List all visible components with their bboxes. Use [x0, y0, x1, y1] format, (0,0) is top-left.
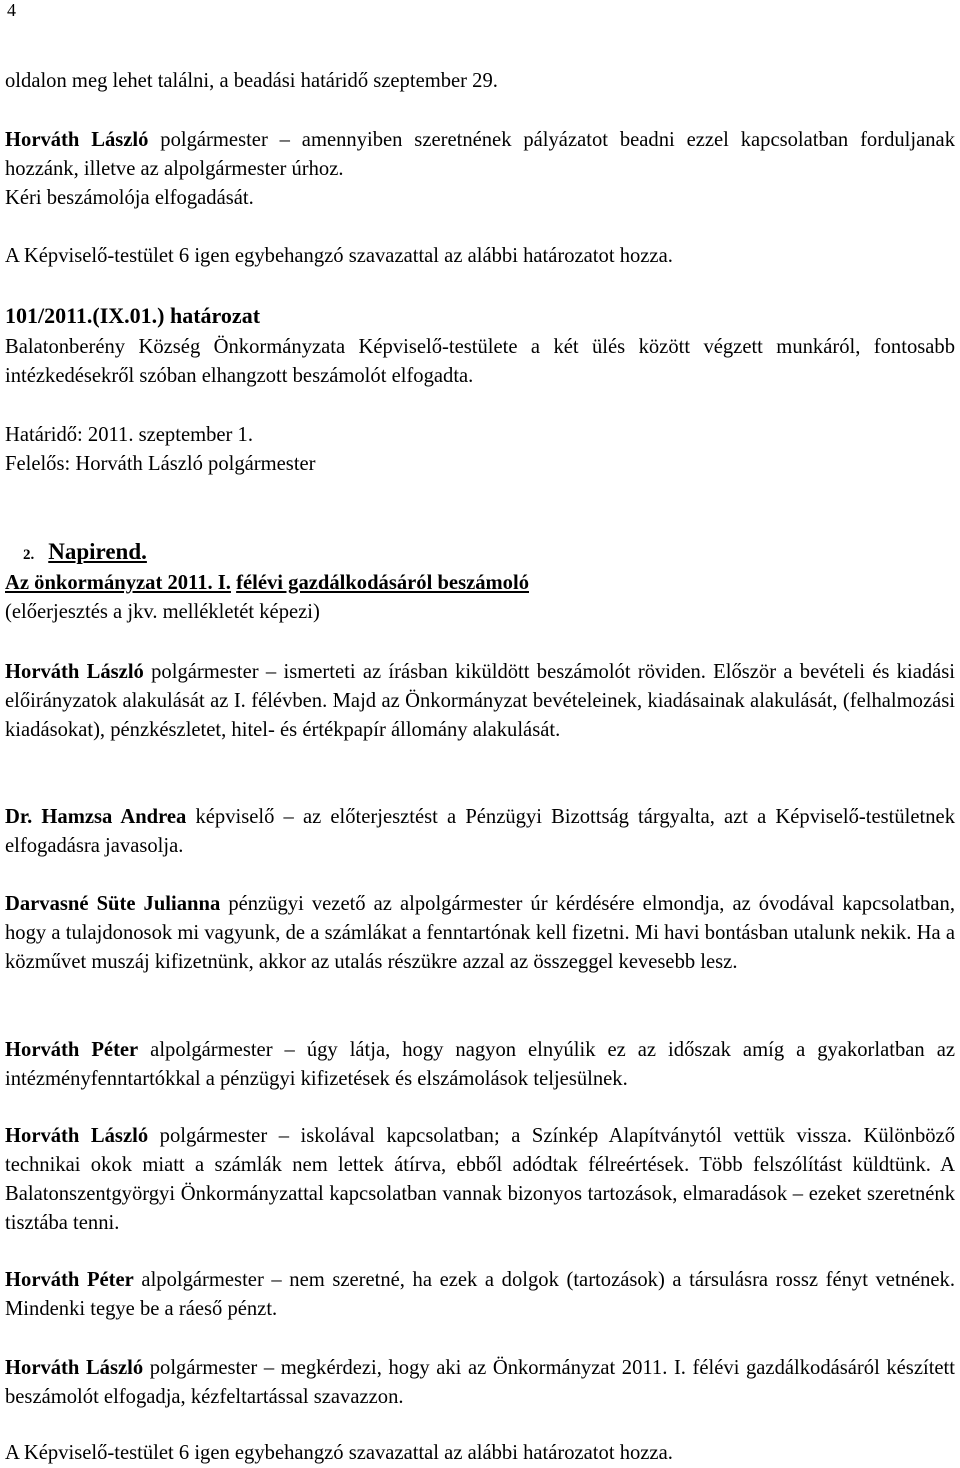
speaker-name: Horváth László [5, 1357, 144, 1379]
speaker-name: Horváth László [5, 129, 149, 151]
deputy-mayor-statement-2 [5, 1266, 955, 1324]
intro-paragraph: oldalon meg lehet találni, a beadási határidő szeptember 29. [5, 70, 498, 92]
statement-text: alpolgármester – úgy látja, hogy nagyon elnyúlik ez az időszak amíg a gyakorlatban az intézményfenntartókkal a pénzügyi kifizetések és elszámolások teljesülnek. [5, 1039, 955, 1090]
agenda-title [5, 569, 955, 598]
vote-sentence-2: A Képviselő-testület 6 igen egybehangzó szavazattal az alábbi határozatot hozza. [5, 1442, 673, 1464]
agenda-title-plain: Az önkormányzat 2011. I. [5, 572, 231, 594]
deputy-mayor-statement-1 [5, 1036, 955, 1094]
statement-text: alpolgármester – nem szeretné, ha ezek a dolgok (tartozások) a társulásra rossz fényt vetnének. Mindenki tegye be a ráeső pénzt. [5, 1269, 955, 1320]
request-line: Kéri beszámolója elfogadását. [5, 187, 254, 209]
resolution-title: 101/2011.(IX.01.) határozat [5, 303, 261, 328]
finance-manager-statement [5, 890, 955, 977]
speaker-name: Horváth Péter [5, 1039, 139, 1061]
statement-text: polgármester – megkérdezi, hogy aki az Önkormányzat 2011. I. félévi gazdálkodásáról készített beszámolót elfogadja, kézfeltartással szavazzon. [5, 1357, 955, 1408]
speaker-name: Horváth Péter [5, 1269, 134, 1291]
speaker-name: Horváth László [5, 1125, 149, 1147]
agenda-label: Napirend. [48, 539, 147, 564]
agenda-title-underlined: félévi gazdálkodásáról beszámoló [236, 572, 529, 594]
statement-text: polgármester – amennyiben szeretnének pályázatot beadni ezzel kapcsolatban forduljanak hozzánk, illetve az alpolgármester úrhoz. [5, 129, 955, 180]
mayor-statement-2 [5, 658, 955, 745]
agenda-heading [5, 537, 955, 570]
resolution-deadline: Határidő: 2011. szeptember 1. [5, 424, 253, 446]
speaker-name: Dr. Hamzsa Andrea [5, 806, 187, 828]
mayor-statement-4 [5, 1354, 955, 1412]
statement-text: pénzügyi vezető az alpolgármester úr kérdésére elmondja, az óvodával kapcsolatban, hogy a tulajdonosok mi vagyunk, de a számlákat a fenntartónak kell fizetni. Mi havi bontásban utalunk nekik. Ha a közművet muszáj kifizetnünk, akkor az utalás részükre azzal az összeggel kevesebb lesz. [5, 893, 955, 973]
resolution-text: Balatonberény Község Önkormányzata Képviselő-testülete a két ülés között végzett munkáról, fontosabb intézkedésekről szóban elhangzott beszámolót elfogadta. [5, 336, 955, 387]
mayor-statement-1 [5, 126, 955, 184]
statement-text: képviselő – az előterjesztést a Pénzügyi Bizottság tárgyalta, azt a Képviselő-testületnek elfogadásra javasolja. [5, 806, 955, 857]
agenda-note: (előerjesztés a jkv. mellékletét képezi) [5, 601, 320, 623]
vote-sentence-1: A Képviselő-testület 6 igen egybehangzó szavazattal az alábbi határozatot hozza. [5, 245, 673, 267]
agenda-number: 2. [23, 547, 35, 563]
statement-text: polgármester – ismerteti az írásban kiküldött beszámolót röviden. Először a bevételi és kiadási előirányzatok alakulását az I. félévben. Majd az Önkormányzat bevételeinek, kiadásainak alakulását, (felhalmozási kiadásokat), pénzkészletet, hitel- és értékpapír állomány alakulását. [5, 661, 956, 741]
resolution-responsible: Felelős: Horváth László polgármester [5, 453, 316, 475]
representative-statement [5, 803, 955, 861]
mayor-statement-3 [5, 1122, 955, 1238]
statement-text: polgármester – iskolával kapcsolatban; a Színkép Alapítványtól vettük vissza. Különböző technikai okok miatt a számlák nem lettek átírva, ebből adódtak félreértések. Több felszólítást küldtünk. A Balatonszentgyörgyi Önkormányzattal kapcsolatban vannak bizonyos tartozások, elmaradások – ezeket szeretnénk tisztába tenni. [5, 1125, 955, 1234]
speaker-name: Horváth László [5, 661, 144, 683]
speaker-name: Darvasné Süte Julianna [5, 893, 221, 915]
page-number: 4 [7, 0, 16, 20]
